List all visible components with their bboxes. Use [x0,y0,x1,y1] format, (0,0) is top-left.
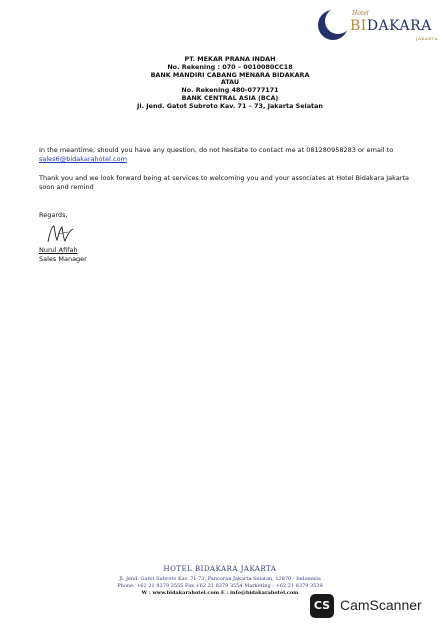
bank-details [100,56,360,111]
camscanner-icon: CS [310,594,334,618]
logo-city: JAKARTA [416,36,438,41]
crescent-moon-icon [316,8,350,42]
bank-address: Jl. Jend. Gatot Subroto Kav. 71 – 73, Jakarta Selatan [137,101,323,110]
bank-account-bca: No. Rekening 480-0777171 [181,86,279,95]
email-link[interactable]: sales6@bidakarahotel.com [39,154,127,163]
logo-brand-bi: BI [350,18,367,34]
bank-name-mandiri: BANK MANDIRI CABANG MENARA BIDAKARA [150,70,310,79]
hotel-logo [316,6,436,46]
signer-block [39,246,87,264]
contact-paragraph [39,146,419,164]
logo-brand [350,18,432,34]
thanks-paragraph: Thank you and we look forward being at services to welcoming you and your associates at Hotel Bidakara Jakarta soon and remind [39,174,410,191]
signer-title: Sales Manager [39,255,87,263]
camscanner-watermark [308,592,438,620]
signature-image [46,222,76,246]
bank-company: PT. MEKAR PRANA INDAH [184,55,276,63]
camscanner-label: CamScanner [340,597,422,613]
bank-name-bca: BANK CENTRAL ASIA (BCA) [181,93,279,102]
signer-name: Nurul Afifah [39,246,78,254]
regards-text: Regards, [39,211,68,219]
footer-address: Jl. Jend. Gatot Subroto Kav. 71-73, Pancoran Jakarta Selatan, 12870 - Indonesia [119,576,321,582]
footer-phones: Phone. +62 21 8379 3555 Fax.+62 21 8379 3554 Marketing : +62 21 8379 3539 [117,583,323,589]
letter-footer [100,565,340,596]
logo-script: Hotel [352,10,369,17]
bank-account-mandiri: No. Rekening : 070 – 0010080CC18 [167,62,293,71]
footer-hotel-name: HOTEL BIDAKARA JAKARTA [163,565,277,573]
bank-or: ATAU [220,78,240,87]
contact-text: In the meantime, should you have any question, do not hesitate to contact me at 081280958283 or email to [39,146,394,154]
logo-brand-rest: DAKARA [366,18,432,34]
footer-web: W : www.bidakarahotel.com E : info@bidakarahotel.com [141,590,299,596]
